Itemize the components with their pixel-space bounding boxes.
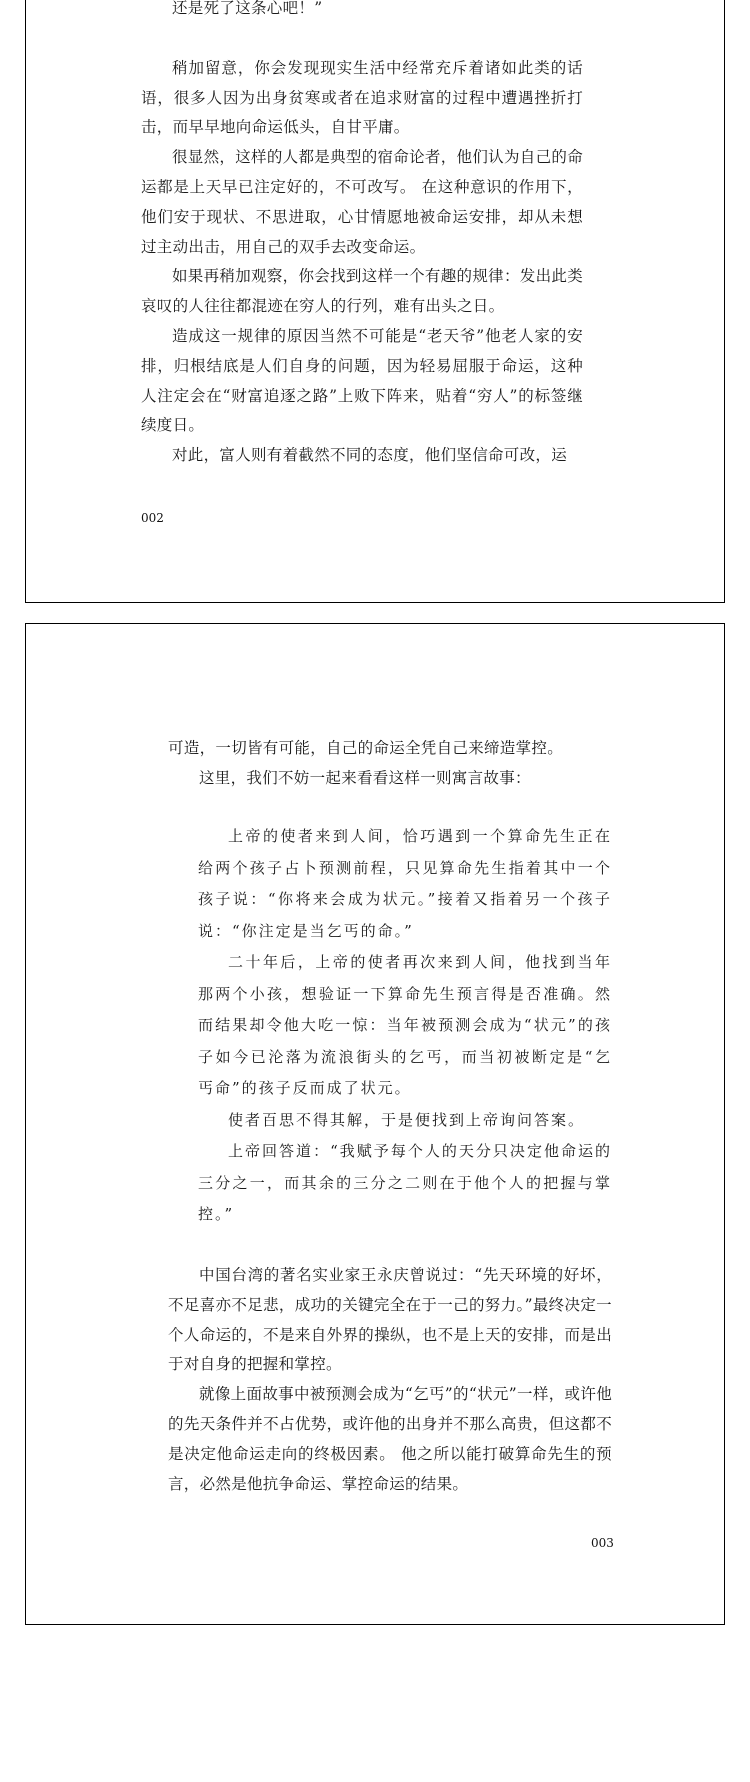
paragraph: 这里，我们不妨一起来看看这样一则寓言故事： bbox=[199, 768, 531, 787]
quote-paragraph: 上帝的使者来到人间，恰巧遇到一个算命先生正在给两个孩子占卜预测前程，只见算命先生指着其中一个孩子说：“你将来会成为状元。”接着又指着另一个孩子说：“你注定是当乞丐的命。” bbox=[198, 827, 612, 940]
page-003-intro bbox=[168, 734, 612, 794]
page-number: 002 bbox=[141, 511, 164, 525]
paragraph: 如果再稍加观察，你会找到这样一个有趣的规律：发出此类哀叹的人往往都混迹在穷人的行列，难有出头之日。 bbox=[141, 267, 583, 316]
fable-quote bbox=[198, 821, 612, 1231]
paragraph: 稍加留意，你会发现现实生活中经常充斥着诸如此类的话语，很多人因为出身贫寒或者在追求财富的过程中遭遇挫折打击，而早早地向命运低头，自甘平庸。 bbox=[141, 58, 583, 137]
page-002-text bbox=[141, 0, 583, 471]
paragraph: 造成这一规律的原因当然不可能是“老天爷”他老人家的安排，归根结底是人们自身的问题，因为轻易屈服于命运，这种人注定会在“财富追逐之路”上败下阵来，贴着“穷人”的标签继续度日。 bbox=[141, 326, 583, 435]
paragraph: 就像上面故事中被预测会成为“乞丐”的“状元”一样，或许他的先天条件并不占优势，或许他的出身并不那么高贵，但这都不是决定他命运走向的终极因素。 他之所以能打破算命先生的预言，必然是他抗争命运、掌控命运的结果。 bbox=[168, 1385, 612, 1493]
paragraph: 可造，一切皆有可能，自己的命运全凭自己来缔造掌控。 bbox=[168, 739, 564, 757]
page-number: 003 bbox=[591, 1536, 614, 1550]
book-page-003 bbox=[25, 623, 725, 1625]
quote-paragraph: 二十年后，上帝的使者再次来到人间，他找到当年那两个小孩，想验证一下算命先生预言得是否准确。然而结果却令他大吃一惊：当年被预测会成为“状元”的孩子如今已沦落为流浪街头的乞丐，而当初被断定是“乞丐命”的孩子反而成了状元。 bbox=[198, 953, 612, 1097]
quote-paragraph: 上帝回答道：“我赋予每个人的天分只决定他命运的三分之一，而其余的三分之二则在于他个人的把握与掌控。” bbox=[198, 1142, 612, 1223]
cutoff-line-end: 还是死了这条心吧！” bbox=[172, 0, 323, 17]
book-page-002 bbox=[25, 0, 725, 603]
page-003-body bbox=[168, 1261, 612, 1499]
paragraph: 中国台湾的著名实业家王永庆曾说过：“先天环境的好坏，不足喜亦不足悲，成功的关键完全在于一己的努力。”最终决定一个人命运的，不是来自外界的操纵，也不是上天的安排，而是出于对自身的把握和掌控。 bbox=[168, 1266, 612, 1374]
quote-paragraph: 使者百思不得其解，于是便找到上帝询问答案。 bbox=[228, 1110, 586, 1129]
paragraph: 很显然，这样的人都是典型的宿命论者，他们认为自己的命运都是上天早已注定好的，不可改写。 在这种意识的作用下，他们安于现状、不思进取，心甘情愿地被命运安排，却从未想过主动出击，用自己的双手去改变命运。 bbox=[141, 148, 583, 256]
paragraph: 对此，富人则有着截然不同的态度，他们坚信命可改，运 bbox=[172, 446, 568, 465]
